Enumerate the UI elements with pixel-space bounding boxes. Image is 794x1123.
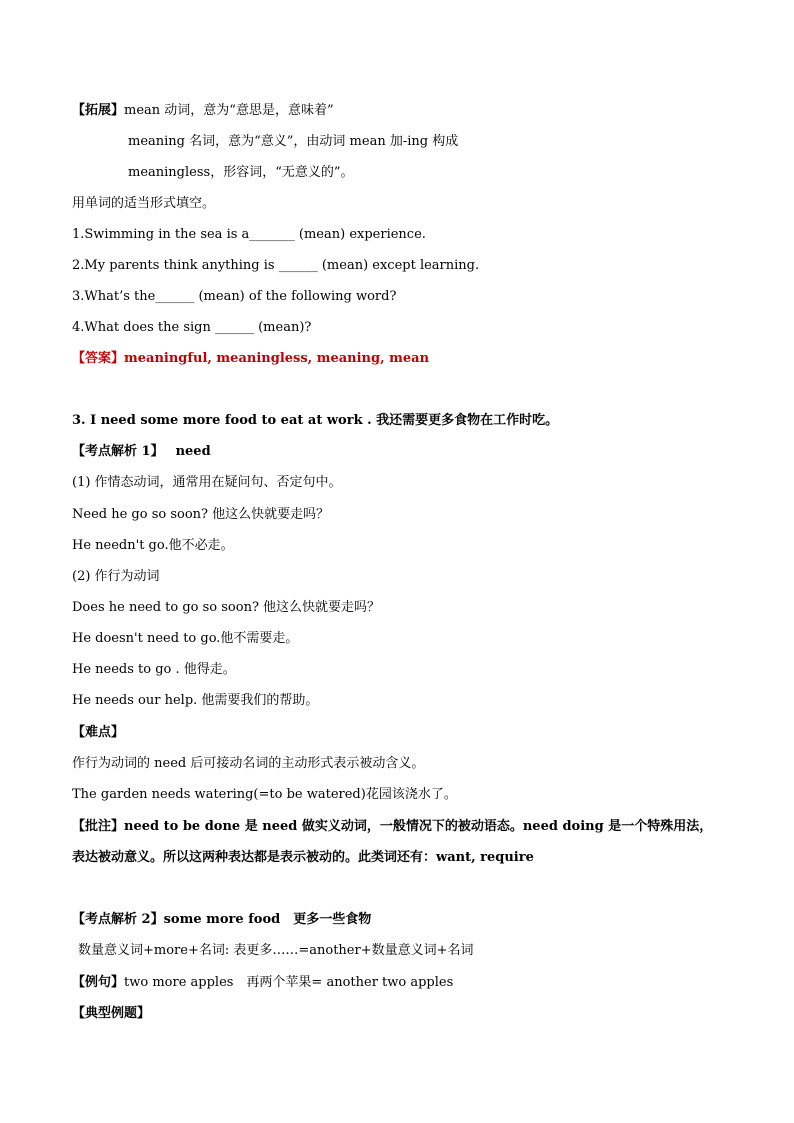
nandian-line-2: The garden needs watering(=to be watered)花园该浇水了。 xyxy=(72,787,457,802)
pizhu-paragraph xyxy=(72,811,724,873)
need-line-6: He doesn't need to go.他不需要走。 xyxy=(72,631,299,646)
need-line-5: Does he need to go so soon? 他这么快就要走吗？ xyxy=(72,600,381,615)
nandian-label: 【难点】 xyxy=(72,725,125,740)
kaodian-2-heading xyxy=(72,911,371,929)
kaodian-2-label: 【考点解析 2】 xyxy=(72,912,164,927)
tuozhan-text-1: mean 动词，意为“意思是，意味着” xyxy=(124,103,334,118)
pizhu-text: need to be done 是 need 做实义动词，一般情况下的被动语态。need doing 是一个特殊用法，表达被动意义。所以这两种表达都是表示被动的。此类词还有：want, require xyxy=(72,819,713,865)
need-line-1: (1) 作情态动词，通常用在疑问句、否定句中。 xyxy=(72,475,342,490)
tuozhan-label: 【拓展】 xyxy=(72,103,125,118)
exercise-item-1: 1.Swimming in the sea is a_______ (mean) experience. xyxy=(72,227,426,242)
pizhu-label: 【批注】 xyxy=(72,819,125,834)
kaodian-1-title: need xyxy=(175,444,211,459)
need-line-3: He needn't go.他不必走。 xyxy=(72,538,234,553)
example-line xyxy=(72,974,453,992)
need-line-2: Need he go so soon? 他这么快就要走吗？ xyxy=(72,507,330,522)
nandian-line-1: 作行为动词的 need 后可接动名词的主动形式表示被动含义。 xyxy=(72,756,425,771)
kaodian-2-rule: 数量意义词+more+名词: 表更多……=another+数量意义词+名词 xyxy=(78,943,474,958)
exercise-instruction: 用单词的适当形式填空。 xyxy=(72,196,216,211)
exercise-item-2: 2.My parents think anything is ______ (mean) except learning. xyxy=(72,258,480,273)
tuozhan-line-1 xyxy=(72,102,334,120)
answer-text: meaningful, meaningless, meaning, mean xyxy=(124,351,430,366)
exercise-item-3: 3.What’s the______ (mean) of the following word? xyxy=(72,289,397,304)
example-label: 【例句】 xyxy=(72,975,125,990)
need-line-8: He needs our help. 他需要我们的帮助。 xyxy=(72,693,319,708)
exercise-item-4: 4.What does the sign ______ (mean)? xyxy=(72,320,312,335)
kaodian-1-label: 【考点解析 1】 xyxy=(72,444,164,459)
example-text: two more apples 再两个苹果= another two apples xyxy=(124,975,454,990)
tuozhan-line-3: meaningless，形容词，“无意义的”。 xyxy=(128,165,354,180)
answer-line xyxy=(72,350,429,368)
need-line-4: (2) 作行为动词 xyxy=(72,569,160,584)
answer-label: 【答案】 xyxy=(72,351,125,366)
typical-label: 【典型例题】 xyxy=(72,1006,151,1021)
section-3-heading: 3. I need some more food to eat at work . 我还需要更多食物在工作时吃。 xyxy=(72,413,559,428)
need-line-7: He needs to go . 他得走。 xyxy=(72,662,236,677)
kaodian-2-title: some more food 更多一些食物 xyxy=(163,912,372,927)
tuozhan-line-2: meaning 名词，意为“意义”，由动词 mean 加-ing 构成 xyxy=(128,134,459,149)
kaodian-1-heading xyxy=(72,443,211,461)
